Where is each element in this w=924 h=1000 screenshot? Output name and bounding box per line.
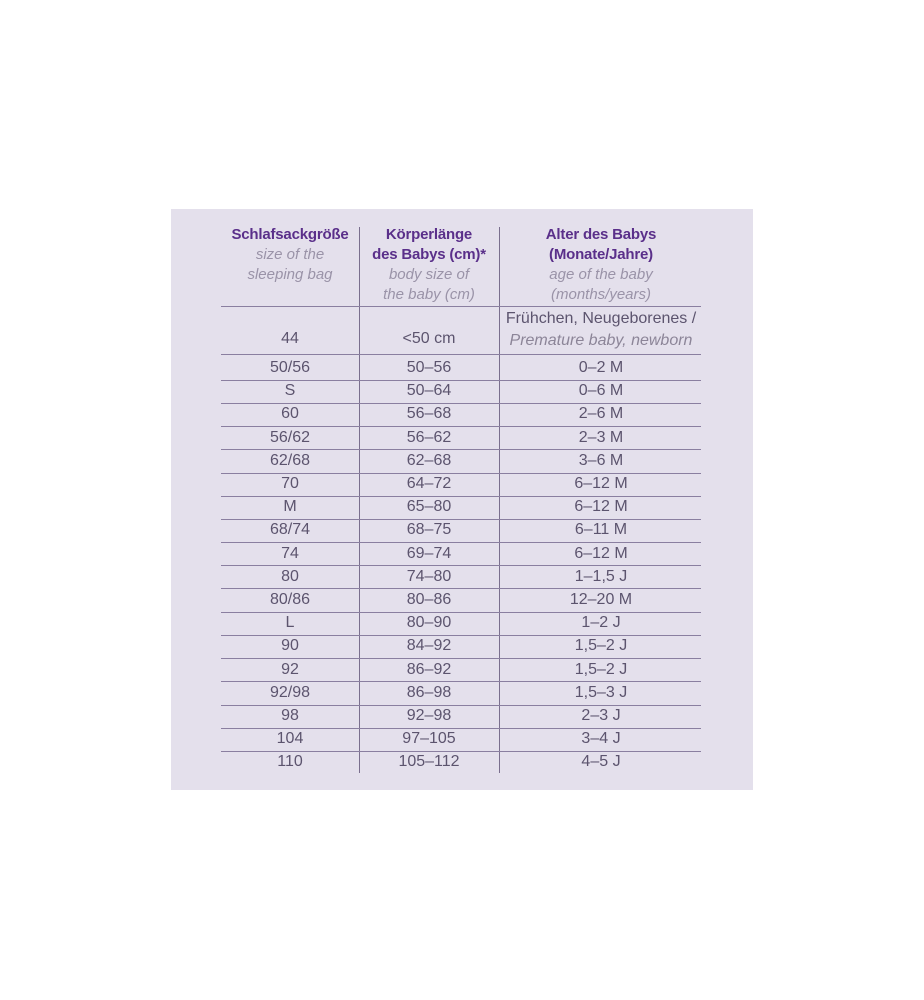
cell-size: 104 (276, 730, 304, 748)
cell-size: 62/68 (269, 451, 311, 469)
cell-size: 70 (281, 475, 299, 492)
cell-size: 98 (281, 707, 299, 724)
cell-size: M (283, 498, 297, 516)
cell-age-de: Frühchen, Neugeborenes / (505, 310, 697, 327)
cell-length: 80–86 (406, 591, 452, 608)
cell-length: 65–80 (406, 498, 452, 516)
cell-size: 90 (281, 637, 299, 655)
cell-size: 80 (281, 567, 299, 585)
cell-size: S (284, 382, 296, 400)
cell-size: 50/56 (269, 359, 311, 376)
cell-age: 2–3 M (578, 428, 624, 446)
cell-age: 1,5–2 J (574, 637, 628, 655)
cell-age: 2–3 J (581, 707, 621, 724)
cell-length: 56–68 (406, 405, 452, 423)
header-en: the baby (cm) (383, 286, 475, 303)
header-de: Körperlänge (385, 226, 473, 243)
header-en: (months/years) (550, 286, 652, 303)
header-de: (Monate/Jahre) (549, 246, 653, 263)
cell-age: 1,5–2 J (574, 660, 628, 678)
header-sleeping-bag-size (221, 225, 359, 285)
cell-size: 80/86 (269, 591, 311, 608)
cell-length: 50–56 (406, 359, 452, 376)
cell-age: 6–12 M (574, 498, 628, 516)
cell-size: 74 (281, 544, 299, 562)
cell-length: 68–75 (406, 521, 452, 539)
cell-size: L (285, 614, 295, 632)
cell-age (499, 308, 703, 352)
cell-length: 92–98 (406, 707, 452, 724)
cell-length: 64–72 (406, 475, 452, 492)
header-de: des Babys (cm)* (372, 246, 486, 263)
header-en: age of the baby (549, 266, 653, 283)
cell-age: 6–12 M (574, 475, 628, 492)
cell-age: 1,5–3 J (574, 683, 628, 701)
cell-length: 105–112 (398, 753, 460, 771)
size-chart-card (171, 209, 753, 790)
header-en: sleeping bag (247, 266, 333, 283)
cell-length: 62–68 (406, 451, 452, 469)
header-en: body size of (388, 266, 470, 283)
cell-age: 3–4 J (581, 730, 621, 748)
cell-length: 50–64 (406, 382, 452, 400)
cell-age: 6–12 M (574, 544, 628, 562)
cell-age: 0–2 M (578, 359, 624, 376)
cell-age: 2–6 M (578, 405, 624, 423)
header-divider (221, 306, 701, 307)
cell-age: 6–11 M (574, 521, 628, 539)
cell-size: 92/98 (269, 683, 311, 701)
cell-age: 1–2 J (581, 614, 621, 632)
cell-age: 0–6 M (578, 382, 624, 400)
cell-length: 86–92 (406, 660, 452, 678)
row-divider (221, 354, 701, 355)
header-en: size of the (255, 246, 325, 263)
cell-length: <50 cm (402, 330, 456, 347)
cell-size: 56/62 (269, 428, 311, 446)
cell-size: 68/74 (269, 521, 311, 539)
cell-length: 69–74 (406, 544, 452, 562)
header-de: Schlafsackgröße (231, 226, 349, 243)
cell-length: 74–80 (406, 567, 452, 585)
cell-age: 4–5 J (581, 753, 621, 771)
header-de: Alter des Babys (545, 226, 657, 243)
cell-age: 1–1,5 J (574, 567, 628, 585)
cell-age: 12–20 M (569, 591, 633, 608)
cell-length: 84–92 (406, 637, 452, 655)
cell-length: 80–90 (406, 614, 452, 632)
cell-length: 86–98 (406, 683, 452, 701)
cell-length: 97–105 (402, 730, 456, 748)
cell-size: 44 (281, 330, 299, 347)
cell-age-en: Premature baby, newborn (509, 332, 693, 349)
cell-length: 56–62 (406, 428, 452, 446)
cell-size: 92 (281, 660, 299, 678)
header-body-length (359, 225, 499, 305)
cell-age: 3–6 M (578, 451, 624, 469)
cell-size: 110 (277, 753, 303, 771)
size-table (221, 209, 751, 790)
cell-size: 60 (281, 405, 299, 423)
header-baby-age (499, 225, 703, 305)
